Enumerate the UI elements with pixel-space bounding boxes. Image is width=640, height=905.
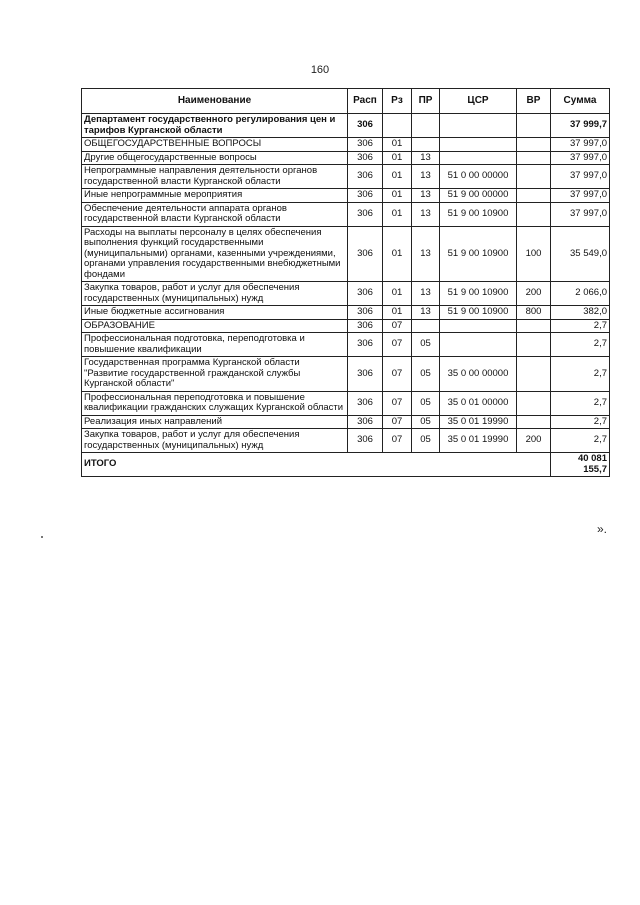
total-row (82, 453, 610, 477)
table-row (82, 333, 610, 357)
cell-vr (517, 391, 551, 415)
cell-rasp: 306 (348, 114, 383, 138)
cell-name: Непрограммные направления деятельности органов государственной власти Курганской области (82, 165, 348, 189)
cell-csr: 51 0 00 00000 (440, 165, 517, 189)
cell-csr: 51 9 00 00000 (440, 189, 517, 203)
scan-speck (41, 536, 43, 538)
cell-rz: 01 (383, 226, 412, 282)
cell-vr: 200 (517, 429, 551, 453)
cell-rasp: 306 (348, 333, 383, 357)
cell-pr: 13 (412, 306, 440, 320)
cell-sum: 37 999,7 (551, 114, 610, 138)
cell-name: ОБЩЕГОСУДАРСТВЕННЫЕ ВОПРОСЫ (82, 138, 348, 152)
cell-pr: 13 (412, 189, 440, 203)
cell-name: Обеспечение деятельности аппарата органов государственной власти Курганской области (82, 202, 348, 226)
cell-name: Иные бюджетные ассигнования (82, 306, 348, 320)
cell-name: Другие общегосударственные вопросы (82, 151, 348, 165)
table-row (82, 202, 610, 226)
table-row (82, 306, 610, 320)
cell-rz: 07 (383, 357, 412, 392)
cell-sum: 37 997,0 (551, 165, 610, 189)
cell-sum: 2,7 (551, 429, 610, 453)
cell-sum: 37 997,0 (551, 151, 610, 165)
cell-csr (440, 138, 517, 152)
cell-vr (517, 333, 551, 357)
cell-sum: 382,0 (551, 306, 610, 320)
total-sum: 40 081 155,7 (551, 453, 610, 477)
cell-sum: 37 997,0 (551, 202, 610, 226)
table-header-row (82, 89, 610, 114)
cell-vr (517, 415, 551, 429)
cell-sum: 2,7 (551, 357, 610, 392)
header-rz: Рз (383, 89, 412, 114)
cell-csr (440, 333, 517, 357)
cell-sum: 2,7 (551, 333, 610, 357)
cell-rasp: 306 (348, 357, 383, 392)
cell-vr: 800 (517, 306, 551, 320)
cell-rasp: 306 (348, 429, 383, 453)
cell-rz (383, 114, 412, 138)
cell-name: ОБРАЗОВАНИЕ (82, 319, 348, 333)
total-label: ИТОГО (82, 453, 348, 477)
cell-name: Расходы на выплаты персоналу в целях обеспечения выполнения функций государственными (муниципальными) органами, казенными учреждениями, органами управления государственными внебюджетными фондами (82, 226, 348, 282)
header-sum: Сумма (551, 89, 610, 114)
cell-vr (517, 189, 551, 203)
header-csr: ЦСР (440, 89, 517, 114)
header-rasp: Расп (348, 89, 383, 114)
cell-rasp: 306 (348, 226, 383, 282)
cell-rz: 07 (383, 429, 412, 453)
cell-rz: 01 (383, 151, 412, 165)
cell-sum: 2 066,0 (551, 282, 610, 306)
table-row (82, 319, 610, 333)
cell-pr: 05 (412, 391, 440, 415)
cell-rz: 07 (383, 391, 412, 415)
table-row (82, 114, 610, 138)
cell-rz: 07 (383, 415, 412, 429)
cell-csr: 35 0 01 19990 (440, 429, 517, 453)
cell-name: Закупка товаров, работ и услуг для обеспечения государственных (муниципальных) нужд (82, 282, 348, 306)
cell-rasp: 306 (348, 319, 383, 333)
cell-vr (517, 138, 551, 152)
cell-rasp: 306 (348, 282, 383, 306)
cell-sum: 37 997,0 (551, 189, 610, 203)
cell-vr: 200 (517, 282, 551, 306)
cell-vr (517, 151, 551, 165)
cell-rz: 01 (383, 202, 412, 226)
cell-sum: 2,7 (551, 319, 610, 333)
cell-name: Профессиональная подготовка, переподготовка и повышение квалификации (82, 333, 348, 357)
cell-csr (440, 319, 517, 333)
cell-pr (412, 138, 440, 152)
cell-rasp: 306 (348, 151, 383, 165)
cell-rasp: 306 (348, 306, 383, 320)
table-body (82, 114, 610, 453)
cell-csr: 35 0 00 00000 (440, 357, 517, 392)
cell-pr: 13 (412, 165, 440, 189)
table-row (82, 189, 610, 203)
cell-name: Закупка товаров, работ и услуг для обеспечения государственных (муниципальных) нужд (82, 429, 348, 453)
cell-rz: 01 (383, 189, 412, 203)
table-row (82, 151, 610, 165)
cell-vr (517, 165, 551, 189)
cell-vr (517, 114, 551, 138)
cell-rz: 01 (383, 306, 412, 320)
cell-pr (412, 114, 440, 138)
cell-csr: 51 9 00 10900 (440, 282, 517, 306)
cell-csr: 35 0 01 19990 (440, 415, 517, 429)
cell-rz: 07 (383, 319, 412, 333)
cell-pr: 13 (412, 202, 440, 226)
cell-name: Иные непрограммные мероприятия (82, 189, 348, 203)
cell-rasp: 306 (348, 165, 383, 189)
cell-vr (517, 319, 551, 333)
closing-quote-mark: ». (597, 522, 608, 536)
header-pr: ПР (412, 89, 440, 114)
cell-pr: 13 (412, 226, 440, 282)
cell-vr: 100 (517, 226, 551, 282)
table-row (82, 391, 610, 415)
cell-vr (517, 357, 551, 392)
cell-rz: 01 (383, 165, 412, 189)
cell-csr: 51 9 00 10900 (440, 202, 517, 226)
table-row (82, 226, 610, 282)
cell-pr: 13 (412, 151, 440, 165)
header-name: Наименование (82, 89, 348, 114)
total-spacer (348, 453, 551, 477)
page-number: 160 (310, 64, 330, 76)
cell-rz: 07 (383, 333, 412, 357)
cell-csr: 51 9 00 10900 (440, 306, 517, 320)
table-row (82, 282, 610, 306)
cell-rasp: 306 (348, 138, 383, 152)
cell-pr: 05 (412, 429, 440, 453)
cell-rasp: 306 (348, 415, 383, 429)
cell-rz: 01 (383, 138, 412, 152)
cell-csr: 35 0 01 00000 (440, 391, 517, 415)
cell-pr: 05 (412, 357, 440, 392)
cell-rz: 01 (383, 282, 412, 306)
cell-sum: 2,7 (551, 391, 610, 415)
cell-pr: 05 (412, 333, 440, 357)
cell-pr: 05 (412, 415, 440, 429)
cell-csr (440, 151, 517, 165)
budget-table (81, 88, 610, 477)
cell-csr (440, 114, 517, 138)
cell-sum: 37 997,0 (551, 138, 610, 152)
table-row (82, 138, 610, 152)
cell-pr: 13 (412, 282, 440, 306)
table-row (82, 415, 610, 429)
table-row (82, 357, 610, 392)
table-row (82, 165, 610, 189)
header-vr: ВР (517, 89, 551, 114)
cell-vr (517, 202, 551, 226)
cell-csr: 51 9 00 10900 (440, 226, 517, 282)
cell-rasp: 306 (348, 391, 383, 415)
cell-rasp: 306 (348, 202, 383, 226)
cell-name: Реализация иных направлений (82, 415, 348, 429)
cell-name: Департамент государственного регулирования цен и тарифов Курганской области (82, 114, 348, 138)
table-row (82, 429, 610, 453)
cell-rasp: 306 (348, 189, 383, 203)
cell-sum: 2,7 (551, 415, 610, 429)
cell-pr (412, 319, 440, 333)
cell-name: Профессиональная переподготовка и повышение квалификации гражданских служащих Курганской области (82, 391, 348, 415)
cell-sum: 35 549,0 (551, 226, 610, 282)
cell-name: Государственная программа Курганской области "Развитие государственной гражданской службы Курганской области" (82, 357, 348, 392)
